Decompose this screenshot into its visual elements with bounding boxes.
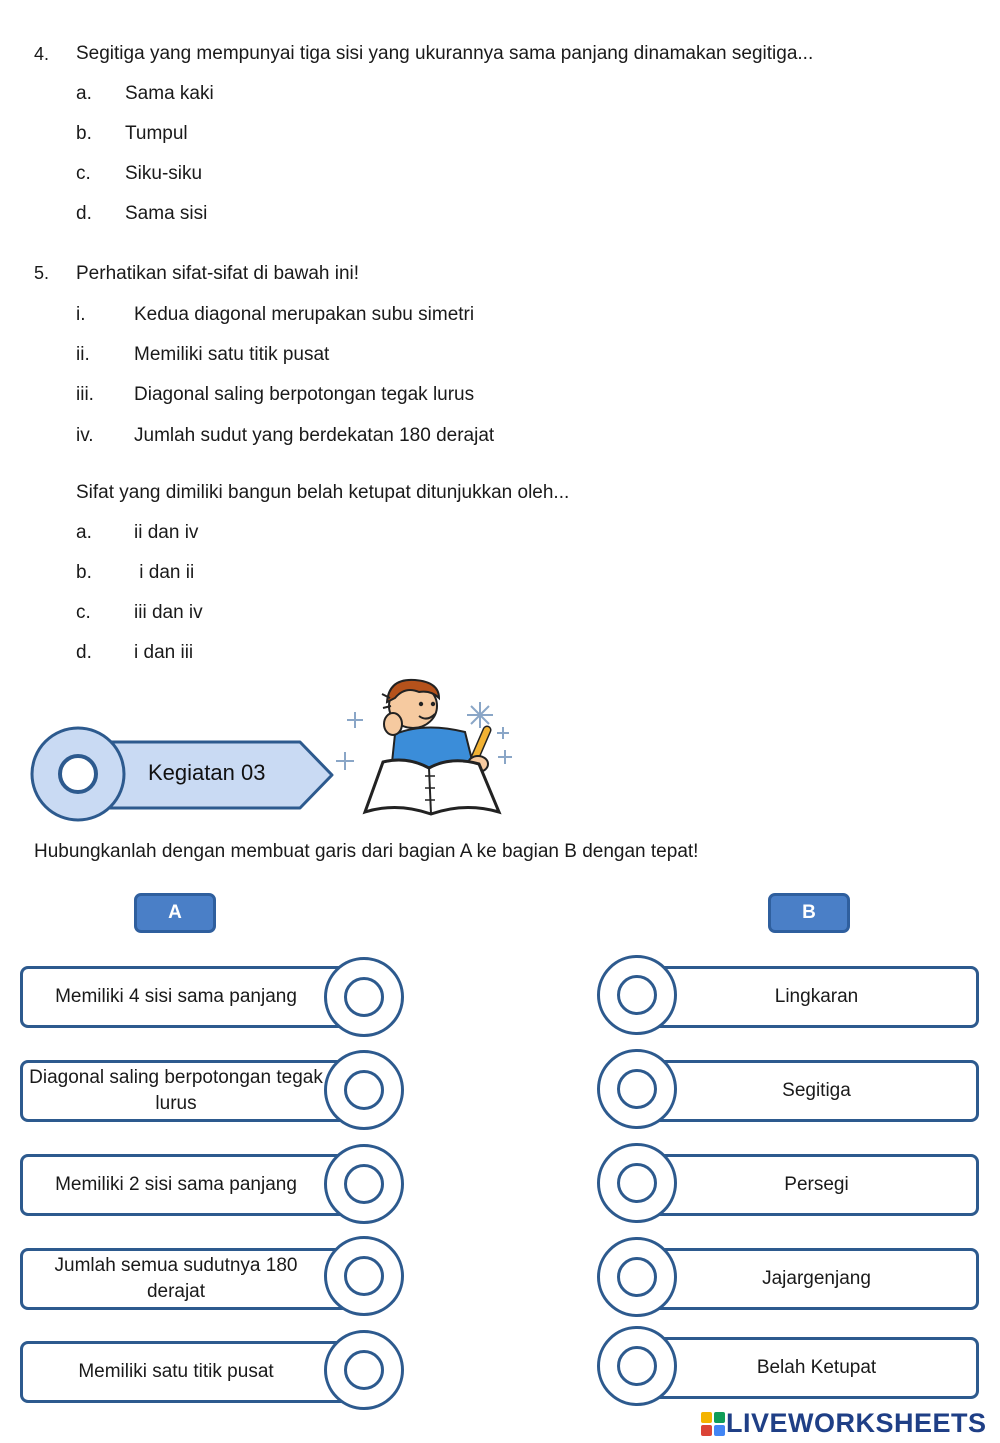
q4-question: Segitiga yang mempunyai tiga sisi yang ukurannya sama panjang dinamakan segitiga...	[76, 43, 814, 64]
q5-property-numeral: i.	[76, 304, 86, 325]
q5-property-numeral: ii.	[76, 344, 90, 365]
q5-option-letter: a.	[76, 522, 92, 543]
match-b-connector-icon[interactable]	[597, 1049, 677, 1129]
match-b-item: Jajargenjang	[640, 1248, 979, 1310]
match-a-connector-icon[interactable]	[324, 1236, 404, 1316]
q4-number: 4.	[34, 44, 50, 64]
q4-option-letter: b.	[76, 123, 92, 144]
q5-property-numeral: iii.	[76, 384, 94, 405]
q5-option-text: i dan ii	[134, 562, 195, 583]
q5-option-letter: b.	[76, 562, 92, 583]
q5-property-numeral: iv.	[76, 425, 94, 446]
q5-option-letter: c.	[76, 602, 91, 623]
q4-option-text: Sama sisi	[125, 203, 208, 224]
q5-property-text: Memiliki satu titik pusat	[134, 344, 330, 365]
match-a-item: Memiliki 2 sisi sama panjang	[20, 1154, 350, 1216]
liveworksheets-logo	[700, 1408, 987, 1439]
match-b-connector-icon[interactable]	[597, 1326, 677, 1406]
q4-option-text: Tumpul	[125, 123, 188, 144]
activity-instruction: Hubungkanlah dengan membuat garis dari bagian A ke bagian B dengan tepat!	[34, 841, 699, 862]
match-a-connector-icon[interactable]	[324, 1050, 404, 1130]
match-b-connector-icon[interactable]	[597, 955, 677, 1035]
match-b-item: Segitiga	[640, 1060, 979, 1122]
match-b-connector-icon[interactable]	[597, 1237, 677, 1317]
q4-option-letter: c.	[76, 163, 91, 184]
q4-option-text: Sama kaki	[125, 83, 214, 104]
brand-name: LIVEWORKSHEETS	[726, 1408, 987, 1438]
match-a-connector-icon[interactable]	[324, 957, 404, 1037]
activity-label: Kegiatan 03	[148, 760, 266, 785]
q5-property-text: Diagonal saling berpotongan tegak lurus	[134, 384, 475, 405]
q5-number: 5.	[34, 263, 50, 283]
q5-option-letter: d.	[76, 642, 92, 663]
match-b-item: Persegi	[640, 1154, 979, 1216]
match-a-connector-icon[interactable]	[324, 1330, 404, 1410]
activity-banner-ring-icon	[28, 724, 128, 824]
q5-property-text: Jumlah sudut yang berdekatan 180 derajat	[134, 425, 495, 446]
match-a-item: Memiliki satu titik pusat	[20, 1341, 350, 1403]
q4-option-letter: d.	[76, 203, 92, 224]
q4-option-letter: a.	[76, 83, 92, 104]
q5-question: Perhatikan sifat-sifat di bawah ini!	[76, 263, 360, 284]
q5-prompt: Sifat yang dimiliki bangun belah ketupat ditunjukkan oleh...	[76, 482, 570, 503]
column-b-header: B	[768, 893, 850, 933]
q5-option-text: ii dan iv	[134, 522, 199, 543]
column-a-header: A	[134, 893, 216, 933]
match-b-item: Lingkaran	[640, 966, 979, 1028]
q4-option-text: Siku-siku	[125, 163, 203, 184]
q5-property-text: Kedua diagonal merupakan subu simetri	[134, 304, 475, 325]
match-a-item: Memiliki 4 sisi sama panjang	[20, 966, 350, 1028]
match-a-item: Jumlah semua sudutnya 180 derajat	[20, 1248, 350, 1310]
match-b-item: Belah Ketupat	[640, 1337, 979, 1399]
match-a-item: Diagonal saling berpotongan tegak lurus	[20, 1060, 350, 1122]
match-b-connector-icon[interactable]	[597, 1143, 677, 1223]
match-a-connector-icon[interactable]	[324, 1144, 404, 1224]
liveworksheets-logo-icon	[700, 1411, 726, 1437]
student-writing-illustration-icon	[335, 672, 520, 820]
q5-option-text: i dan iii	[134, 642, 194, 663]
q5-option-text: iii dan iv	[134, 602, 203, 623]
